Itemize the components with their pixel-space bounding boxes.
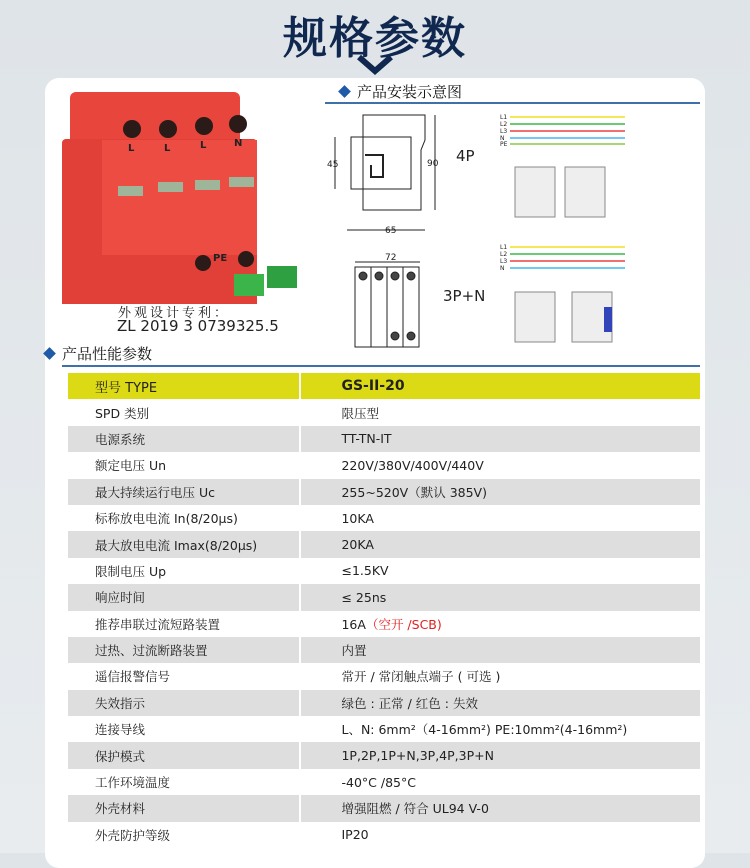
terminal-label: L bbox=[128, 143, 135, 154]
label-3p-n: 3P+N bbox=[443, 287, 486, 305]
spec-label: 最大持续运行电压 Uc bbox=[68, 479, 300, 505]
spec-label: 型号 TYPE bbox=[68, 373, 300, 399]
terminal-label: L bbox=[164, 143, 171, 154]
table-row bbox=[68, 690, 700, 716]
table-row bbox=[68, 479, 700, 505]
spec-value-text: 内置 bbox=[341, 643, 367, 659]
wire-label: L3 bbox=[500, 258, 508, 265]
terminal-label: N bbox=[234, 138, 243, 149]
spec-value-text: ≤ 25ns bbox=[341, 589, 387, 605]
spec-label: 额定电压 Un bbox=[68, 452, 300, 478]
spec-label: 响应时间 bbox=[68, 584, 300, 610]
spec-value bbox=[300, 479, 700, 505]
spec-label: 推荐串联过流短路装置 bbox=[68, 611, 300, 637]
spec-value-note: （空开 /SCB) bbox=[365, 616, 442, 632]
page-title: 规格参数 bbox=[283, 13, 467, 64]
dim-45: 45 bbox=[327, 160, 339, 170]
spec-value-text: 20KA bbox=[341, 537, 374, 553]
table-row bbox=[68, 716, 700, 742]
diamond-icon bbox=[43, 347, 56, 360]
table-row bbox=[68, 584, 700, 610]
product-image bbox=[62, 84, 297, 304]
table-row bbox=[68, 637, 700, 663]
spec-value bbox=[300, 611, 700, 637]
spec-value bbox=[300, 637, 700, 663]
spec-value bbox=[300, 558, 700, 584]
spec-value bbox=[300, 505, 700, 531]
spec-value-text: -40°C /85°C bbox=[341, 774, 416, 790]
spec-label: SPD 类别 bbox=[68, 399, 300, 425]
table-row bbox=[68, 558, 700, 584]
wire-label: L2 bbox=[500, 251, 508, 258]
spec-value bbox=[300, 452, 700, 478]
spec-value bbox=[300, 426, 700, 452]
spec-label: 标称放电电流 In(8/20μs) bbox=[68, 505, 300, 531]
table-row bbox=[68, 505, 700, 531]
spec-label: 遥信报警信号 bbox=[68, 663, 300, 689]
spec-label: 过热、过流断路装置 bbox=[68, 637, 300, 663]
spec-label: 外壳防护等级 bbox=[68, 822, 300, 848]
wire-label: L1 bbox=[500, 114, 508, 121]
spec-value bbox=[300, 795, 700, 821]
spec-label: 失效指示 bbox=[68, 690, 300, 716]
divider bbox=[325, 102, 700, 104]
spec-label: 外壳材料 bbox=[68, 795, 300, 821]
spec-label: 最大放电电流 Imax(8/20μs) bbox=[68, 531, 300, 557]
connector-block bbox=[234, 274, 264, 296]
pe-label: PE bbox=[213, 253, 228, 264]
spec-label: 工作环境温度 bbox=[68, 769, 300, 795]
spec-value bbox=[300, 690, 700, 716]
dim-90: 90 bbox=[427, 159, 439, 169]
wire-label: N bbox=[500, 135, 505, 142]
wire-label: L2 bbox=[500, 121, 508, 128]
install-heading-text: 产品安装示意图 bbox=[357, 83, 463, 101]
spec-value-text: 绿色 : 正常 / 红色 : 失效 bbox=[341, 695, 478, 711]
spec-value-text: 增强阻燃 / 符合 UL94 V-0 bbox=[341, 801, 489, 817]
spec-value bbox=[300, 663, 700, 689]
divider bbox=[62, 365, 700, 367]
spec-value bbox=[300, 531, 700, 557]
table-row bbox=[68, 531, 700, 557]
spec-value bbox=[300, 769, 700, 795]
spec-value-text: 限压型 bbox=[341, 405, 379, 421]
dim-65: 65 bbox=[385, 226, 397, 236]
patent-number: ZL 2019 3 0739325.5 bbox=[117, 317, 279, 335]
install-heading bbox=[340, 81, 462, 102]
table-row bbox=[68, 399, 700, 425]
wire-label: N bbox=[500, 265, 505, 272]
wire-label: PE bbox=[500, 141, 508, 148]
spec-label: 限制电压 Up bbox=[68, 558, 300, 584]
spec-label: 电源系统 bbox=[68, 426, 300, 452]
table-row bbox=[68, 795, 700, 821]
spec-value-text: 1P,2P,1P+N,3P,4P,3P+N bbox=[341, 748, 494, 764]
spec-value bbox=[300, 822, 700, 848]
dimension-drawing bbox=[325, 110, 445, 355]
chevron-down-icon bbox=[356, 54, 394, 76]
table-row bbox=[68, 452, 700, 478]
spec-value-text: TT-TN-IT bbox=[341, 431, 392, 447]
table-row bbox=[68, 426, 700, 452]
spec-value-text: L、N: 6mm²（4-16mm²) PE:10mm²(4-16mm²) bbox=[341, 722, 628, 738]
spec-value bbox=[300, 716, 700, 742]
dim-72: 72 bbox=[385, 253, 397, 263]
connector-block bbox=[267, 266, 297, 288]
table-header-row bbox=[68, 373, 700, 399]
table-row bbox=[68, 769, 700, 795]
spec-value-text: ≤1.5KV bbox=[341, 563, 389, 579]
spec-value-text: 常开 / 常闭触点端子 ( 可选 ) bbox=[341, 669, 501, 685]
spec-table bbox=[68, 373, 700, 848]
spec-value-text: 16A bbox=[341, 616, 366, 632]
diamond-icon bbox=[338, 85, 351, 98]
table-row bbox=[68, 742, 700, 768]
patent-label: 外观设计专利： bbox=[118, 306, 231, 321]
wiring-diagrams bbox=[500, 112, 635, 352]
terminal-label: L bbox=[200, 140, 207, 151]
spec-value bbox=[300, 742, 700, 768]
spec-value-text: 10KA bbox=[341, 510, 374, 526]
spec-label: 保护模式 bbox=[68, 742, 300, 768]
spec-label: 连接导线 bbox=[68, 716, 300, 742]
spec-value-text: 220V/380V/400V/440V bbox=[341, 457, 484, 473]
spec-value bbox=[300, 584, 700, 610]
specs-heading-text: 产品性能参数 bbox=[62, 345, 153, 363]
spec-value: GS-II-20 bbox=[300, 373, 700, 399]
table-row bbox=[68, 822, 700, 848]
specs-heading bbox=[45, 343, 152, 364]
label-4p: 4P bbox=[456, 147, 475, 165]
spec-value bbox=[300, 399, 700, 425]
wire-label: L3 bbox=[500, 128, 508, 135]
spec-value-text: 255~520V（默认 385V) bbox=[341, 484, 487, 500]
table-row bbox=[68, 663, 700, 689]
spec-value-text: IP20 bbox=[341, 827, 369, 843]
wire-label: L1 bbox=[500, 244, 508, 251]
table-row bbox=[68, 611, 700, 637]
